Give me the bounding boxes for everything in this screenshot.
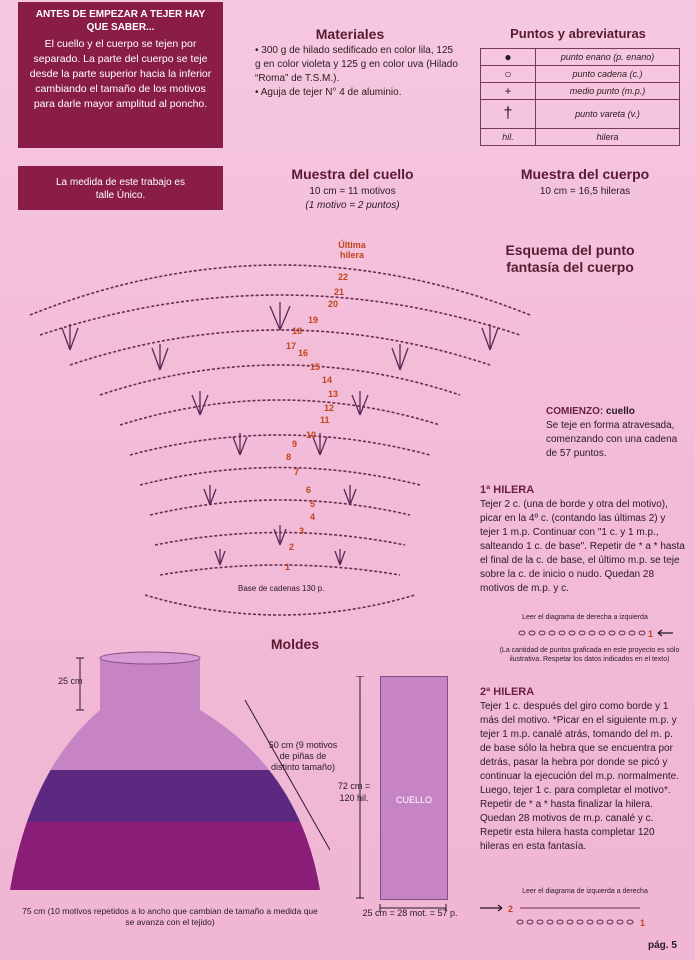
moldes-side-label: 50 cm (9 motivos de piñas de distinto tamaño): [268, 740, 338, 772]
diag1-chain: [518, 626, 688, 640]
puntos-label: punto vareta (v.): [536, 100, 680, 129]
hilera1-title: 1ª HILERA: [480, 484, 535, 496]
diag2-caption: Leer el diagrama de izquierda a derecha: [522, 888, 648, 895]
hilera2-text: Tejer 1 c. después del giro como borde y 1 más del motivo. *Picar en el siguiente m.p. y tejer 1 m.p. canalé atrás, tomando del m. p. de base sólo la hebra que se encuentra por detrás, pasar la hebra por donde se picó y continuar la ejecución del m.p. normalmente. Luego, tejer 1 c. para completar el motivo*. Repetir de * a * hasta finalizar la hilera. Quedan 28 motivos de m.p. canalé y c. Repetir esta hilera hasta completar 120 hileras en esta fantasía.: [480, 701, 679, 852]
row-number: 5: [310, 499, 316, 509]
comienzo-text: Se teje en forma atravesada, comenzando con una cadena de 57 puntos.: [546, 420, 678, 459]
intro-box: [18, 2, 223, 148]
puntos-label: punto enano (p. enano): [536, 49, 680, 66]
vareta-icon: †: [481, 100, 536, 129]
comienzo-section: [546, 405, 686, 461]
diag2-row1-number: 1: [640, 918, 646, 928]
enano-icon: ●: [481, 49, 536, 66]
muestra-cuello-line2: (1 motivo = 2 puntos): [305, 200, 400, 211]
puntos-title: Puntos y abreviaturas: [510, 26, 646, 41]
row-number: 6: [306, 485, 312, 495]
arrow-right-icon: [480, 905, 502, 911]
muestra-cuello-line1: 10 cm = 11 motivos: [309, 186, 396, 197]
row-number: 12: [324, 403, 335, 413]
row-number: 19: [308, 315, 319, 325]
row-number: 16: [298, 348, 309, 358]
row-number: 7: [294, 467, 300, 477]
puntos-row: [481, 129, 680, 146]
puntos-table: [480, 48, 680, 146]
moldes-title: Moldes: [270, 636, 320, 652]
puntos-label: medio punto (m.p.): [536, 83, 680, 100]
cuello-height-label: 72 cm = 120 hil.: [337, 781, 371, 803]
row-number: 9: [292, 439, 298, 449]
row-number: 18: [292, 326, 303, 336]
puntos-sym: hil.: [481, 129, 536, 146]
cuello-dimension-lines: [356, 676, 466, 916]
materiales-title: Materiales: [315, 26, 385, 42]
row-number: 4: [310, 512, 316, 522]
poncho-pattern: [10, 650, 330, 900]
row-number: 1: [285, 562, 291, 572]
arrow-left-icon: [658, 630, 673, 636]
row-number: 14: [322, 375, 333, 385]
nota-text: (La cantidad de puntos graficada en este proyecto es sólo ilustrativa. Respetar los datos indicados en el texto): [499, 647, 680, 663]
cuello-width-label: 25 cm = 28 mot. = 57 p.: [362, 908, 458, 918]
puntos-label: punto cadena (c.): [536, 66, 680, 83]
muestra-cuerpo-line1: 10 cm = 16,5 hileras: [539, 186, 631, 197]
muestra-cuello-title: Muestra del cuello: [291, 166, 414, 182]
diag1-row-number: 1: [648, 629, 654, 639]
materiales-item: • 300 g de hilado sedificado en color lila, 125 g en color violeta y 125 g en color uva (Hilado “Roma” de T.S.M.).: [255, 45, 458, 84]
row-number: 3: [299, 526, 305, 536]
intro-title: ANTES DE EMPEZAR A TEJER HAY QUE SABER...: [35, 9, 206, 33]
diag2-chain: [480, 900, 655, 928]
row-number: 11: [320, 415, 330, 425]
hilera2-title: 2ª HILERA: [480, 686, 535, 698]
row-number: 17: [286, 341, 297, 351]
row-number: 22: [338, 272, 349, 282]
moldes-neck-label: 25 cm: [58, 676, 83, 686]
materiales-item: • Aguja de tejer N° 4 de aluminio.: [255, 87, 402, 98]
row-number: 2: [289, 542, 295, 552]
puntos-label: hilera: [536, 129, 680, 146]
diag2-row2-number: 2: [508, 904, 514, 914]
cuello-label: CUELLO: [395, 795, 432, 805]
size-text: La medida de este trabajo es talle Único.: [56, 177, 185, 201]
comienzo-label2: cuello: [606, 406, 635, 417]
esquema-title: Esquema del punto fantasía del cuerpo: [505, 242, 635, 275]
cadena-icon: ○: [481, 66, 536, 83]
ultima-hilera-label: Última hilera: [338, 240, 366, 260]
base-cadenas-label: Base de cadenas 130 p.: [238, 584, 325, 593]
muestra-cuerpo-title: Muestra del cuerpo: [520, 166, 650, 182]
row-number: 13: [328, 389, 339, 399]
page-number: pág. 5: [648, 940, 677, 951]
row-number: 21: [334, 287, 345, 297]
comienzo-label: COMIENZO:: [546, 406, 604, 417]
row-number: 10: [306, 430, 317, 440]
row-number: 8: [286, 452, 292, 462]
row-number: 15: [310, 362, 321, 372]
crochet-diagram: [10, 255, 550, 625]
puntos-row: [481, 83, 680, 100]
row-number: 20: [328, 299, 339, 309]
moldes-bottom-label: 75 cm (10 motivos repetidos a lo ancho que cambian de tamaño a medida que se avanza con el tejido): [22, 906, 318, 927]
medio-punto-icon: +: [481, 83, 536, 100]
puntos-row: [481, 49, 680, 66]
puntos-row: [481, 100, 680, 129]
materiales-list: [255, 44, 460, 100]
hilera1-text: Tejer 2 c. (una de borde y otra del motivo), picar en la 4º c. (contando las últimas 2) y tejer 1 m.p. Continuar con "1 c. y 1 m.p., salteando 1 c. de base". Repetir de * a * hasta el final de la c. de base, el último m.p. se teje sobre la c. de inicio o nudo. Quedan 28 motivos de m.p. y c.: [480, 499, 685, 594]
size-box: [18, 166, 223, 210]
puntos-row: [481, 66, 680, 83]
diag1-caption: Leer el diagrama de derecha a izquierda: [522, 614, 648, 621]
intro-text: El cuello y el cuerpo se tejen por separado. La parte del cuerpo se teje desde la parte superior hacia la inferior cambiando el tamaño de los motivos para darle mayor amplitud al poncho.: [29, 38, 212, 110]
